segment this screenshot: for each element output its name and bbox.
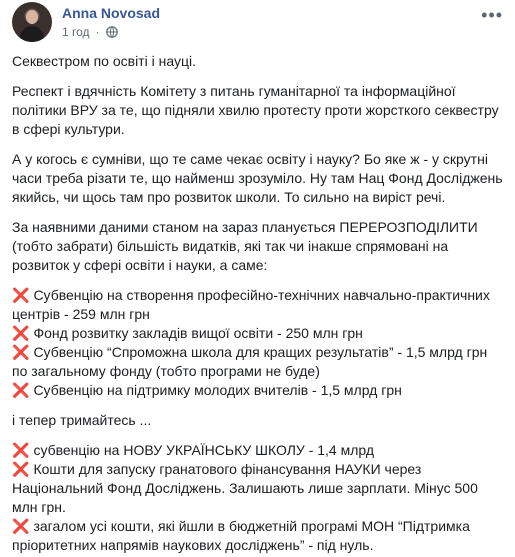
post-content xyxy=(12,52,505,555)
cross-mark-icon: ❌ xyxy=(12,382,30,398)
post-paragraph-5: і тепер тримайтесь ... xyxy=(12,412,152,428)
cross-mark-icon: ❌ xyxy=(12,325,30,341)
list-item: ❌ Субвенцію на створення професійно-технічних навчально-практичних центрів - 259 млн грн xyxy=(12,287,490,322)
list-item: ❌ загалом усі кошти, які йшли в бюджетній програмі МОН “Підтримка пріоритетних напрямів наукових досліджень” - під нуль. xyxy=(12,518,470,553)
list-item: ❌ Кошти для запуску гранатового фінансування НАУКИ через Національний Фонд Досліджень. Залишають лише зарплати. Мінус 500 млн грн. xyxy=(12,461,478,515)
separator: · xyxy=(95,25,100,39)
post-paragraph-3: А у когось є сумніви, що те саме чекає освіту і науку? Бо яке ж - у скрутні часи треба різати те, що найменш зрозуміло. Ну там Нац Фонд Досліджень якийсь, чи щось там про розвиток школи. То сильно на виріст речі. xyxy=(12,151,503,205)
globe-icon[interactable] xyxy=(106,26,118,38)
list-item: ❌ Субвенцію “Спроможна школа для кращих результатів” - 1,5 млрд грн по загальному фонду (тобто програми не буде) xyxy=(12,344,488,379)
cross-mark-icon: ❌ xyxy=(12,442,30,458)
author-name[interactable]: Anna Novosad xyxy=(62,5,161,21)
post-paragraph-1: Секвестром по освіті і науці. xyxy=(12,53,196,69)
post-meta xyxy=(62,25,118,39)
timestamp[interactable]: 1 год xyxy=(62,25,90,39)
post-header xyxy=(12,0,505,50)
cross-mark-icon: ❌ xyxy=(12,287,30,303)
list-item: ❌ Фонд розвитку закладів вищої освіти - 250 млн грн xyxy=(12,325,363,341)
avatar[interactable] xyxy=(12,2,52,42)
post-paragraph-2: Респект і вдячність Комітету з питань гуманітарної та інформаційної політики ВРУ за те, що підняли хвилю протесту проти жорсткого секвестру в сфері культури. xyxy=(12,83,499,137)
cross-mark-icon: ❌ xyxy=(12,344,30,360)
list-item: ❌ субвенцію на НОВУ УКРАЇНСЬКУ ШКОЛУ - 1,4 млрд xyxy=(12,442,375,458)
list-item: ❌ Субвенцію на підтримку молодих вчителів - 1,5 млрд грн xyxy=(12,382,402,398)
cut-list-1 xyxy=(12,286,505,400)
cross-mark-icon: ❌ xyxy=(12,518,30,534)
more-options-icon[interactable]: ••• xyxy=(481,5,503,25)
cut-list-2 xyxy=(12,441,505,555)
post-paragraph-4: За наявними даними станом на зараз планується ПЕРЕРОЗПОДІЛИТИ (тобто забрати) більшість видатків, які так чи інакше спрямовані на розвиток у сфері освіти і науки, а саме: xyxy=(12,219,478,273)
cross-mark-icon: ❌ xyxy=(12,461,30,477)
